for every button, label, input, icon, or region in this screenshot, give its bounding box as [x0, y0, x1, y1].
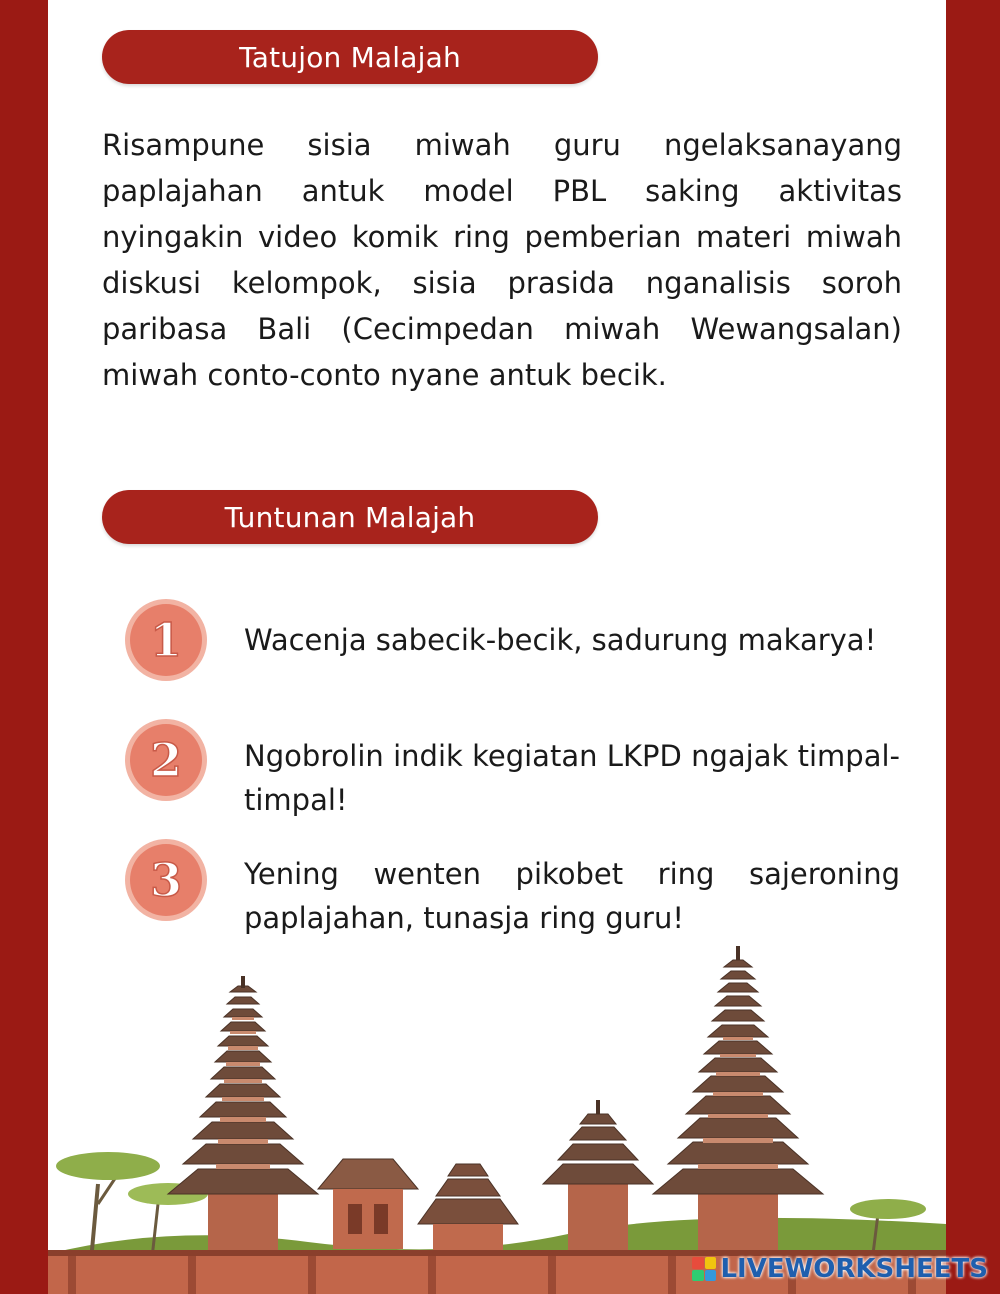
watermark-text: LIVEWORKSHEETS — [720, 1254, 988, 1284]
worksheet-page — [48, 0, 946, 1294]
guide-step-text: Yening wenten pikobet ring sajeroning paplajahan, tunasja ring guru! — [244, 857, 900, 935]
meru-tower-right — [653, 946, 823, 1259]
guide-step-text: Ngobrolin indik kegiatan LKPD ngajak timpal-timpal! — [244, 739, 900, 817]
number-badge-2-icon — [124, 718, 208, 802]
meru-tower-left — [168, 976, 318, 1268]
liveworksheets-logo-icon — [692, 1257, 716, 1281]
guide-step-text: Wacenja sabecik-becik, sadurung makarya! — [244, 623, 877, 657]
section-title-learning-guide: Tuntunan Malajah — [102, 490, 598, 544]
svg-text:2: 2 — [149, 733, 183, 787]
pavilion-center — [418, 1164, 518, 1264]
section-title-learning-goal: Tatujon Malajah — [102, 30, 598, 84]
svg-text:1: 1 — [149, 613, 183, 667]
pavilion-left — [318, 1159, 418, 1249]
number-badge-1-icon — [124, 598, 208, 682]
svg-text:3: 3 — [149, 853, 183, 907]
number-badge-3-icon — [124, 838, 208, 922]
balinese-temple-illustration — [48, 924, 946, 1294]
liveworksheets-watermark — [692, 1254, 988, 1284]
learning-goal-text: Risampune sisia miwah guru ngelaksanayang paplajahan antuk model PBL saking aktivitas nyingakin video komik ring pemberian materi miwah diskusi kelompok, sisia prasida nganalisis soroh paribasa Bali (Cecimpedan miwah Wewangsalan) miwah conto-conto nyane antuk becik. — [102, 128, 902, 392]
